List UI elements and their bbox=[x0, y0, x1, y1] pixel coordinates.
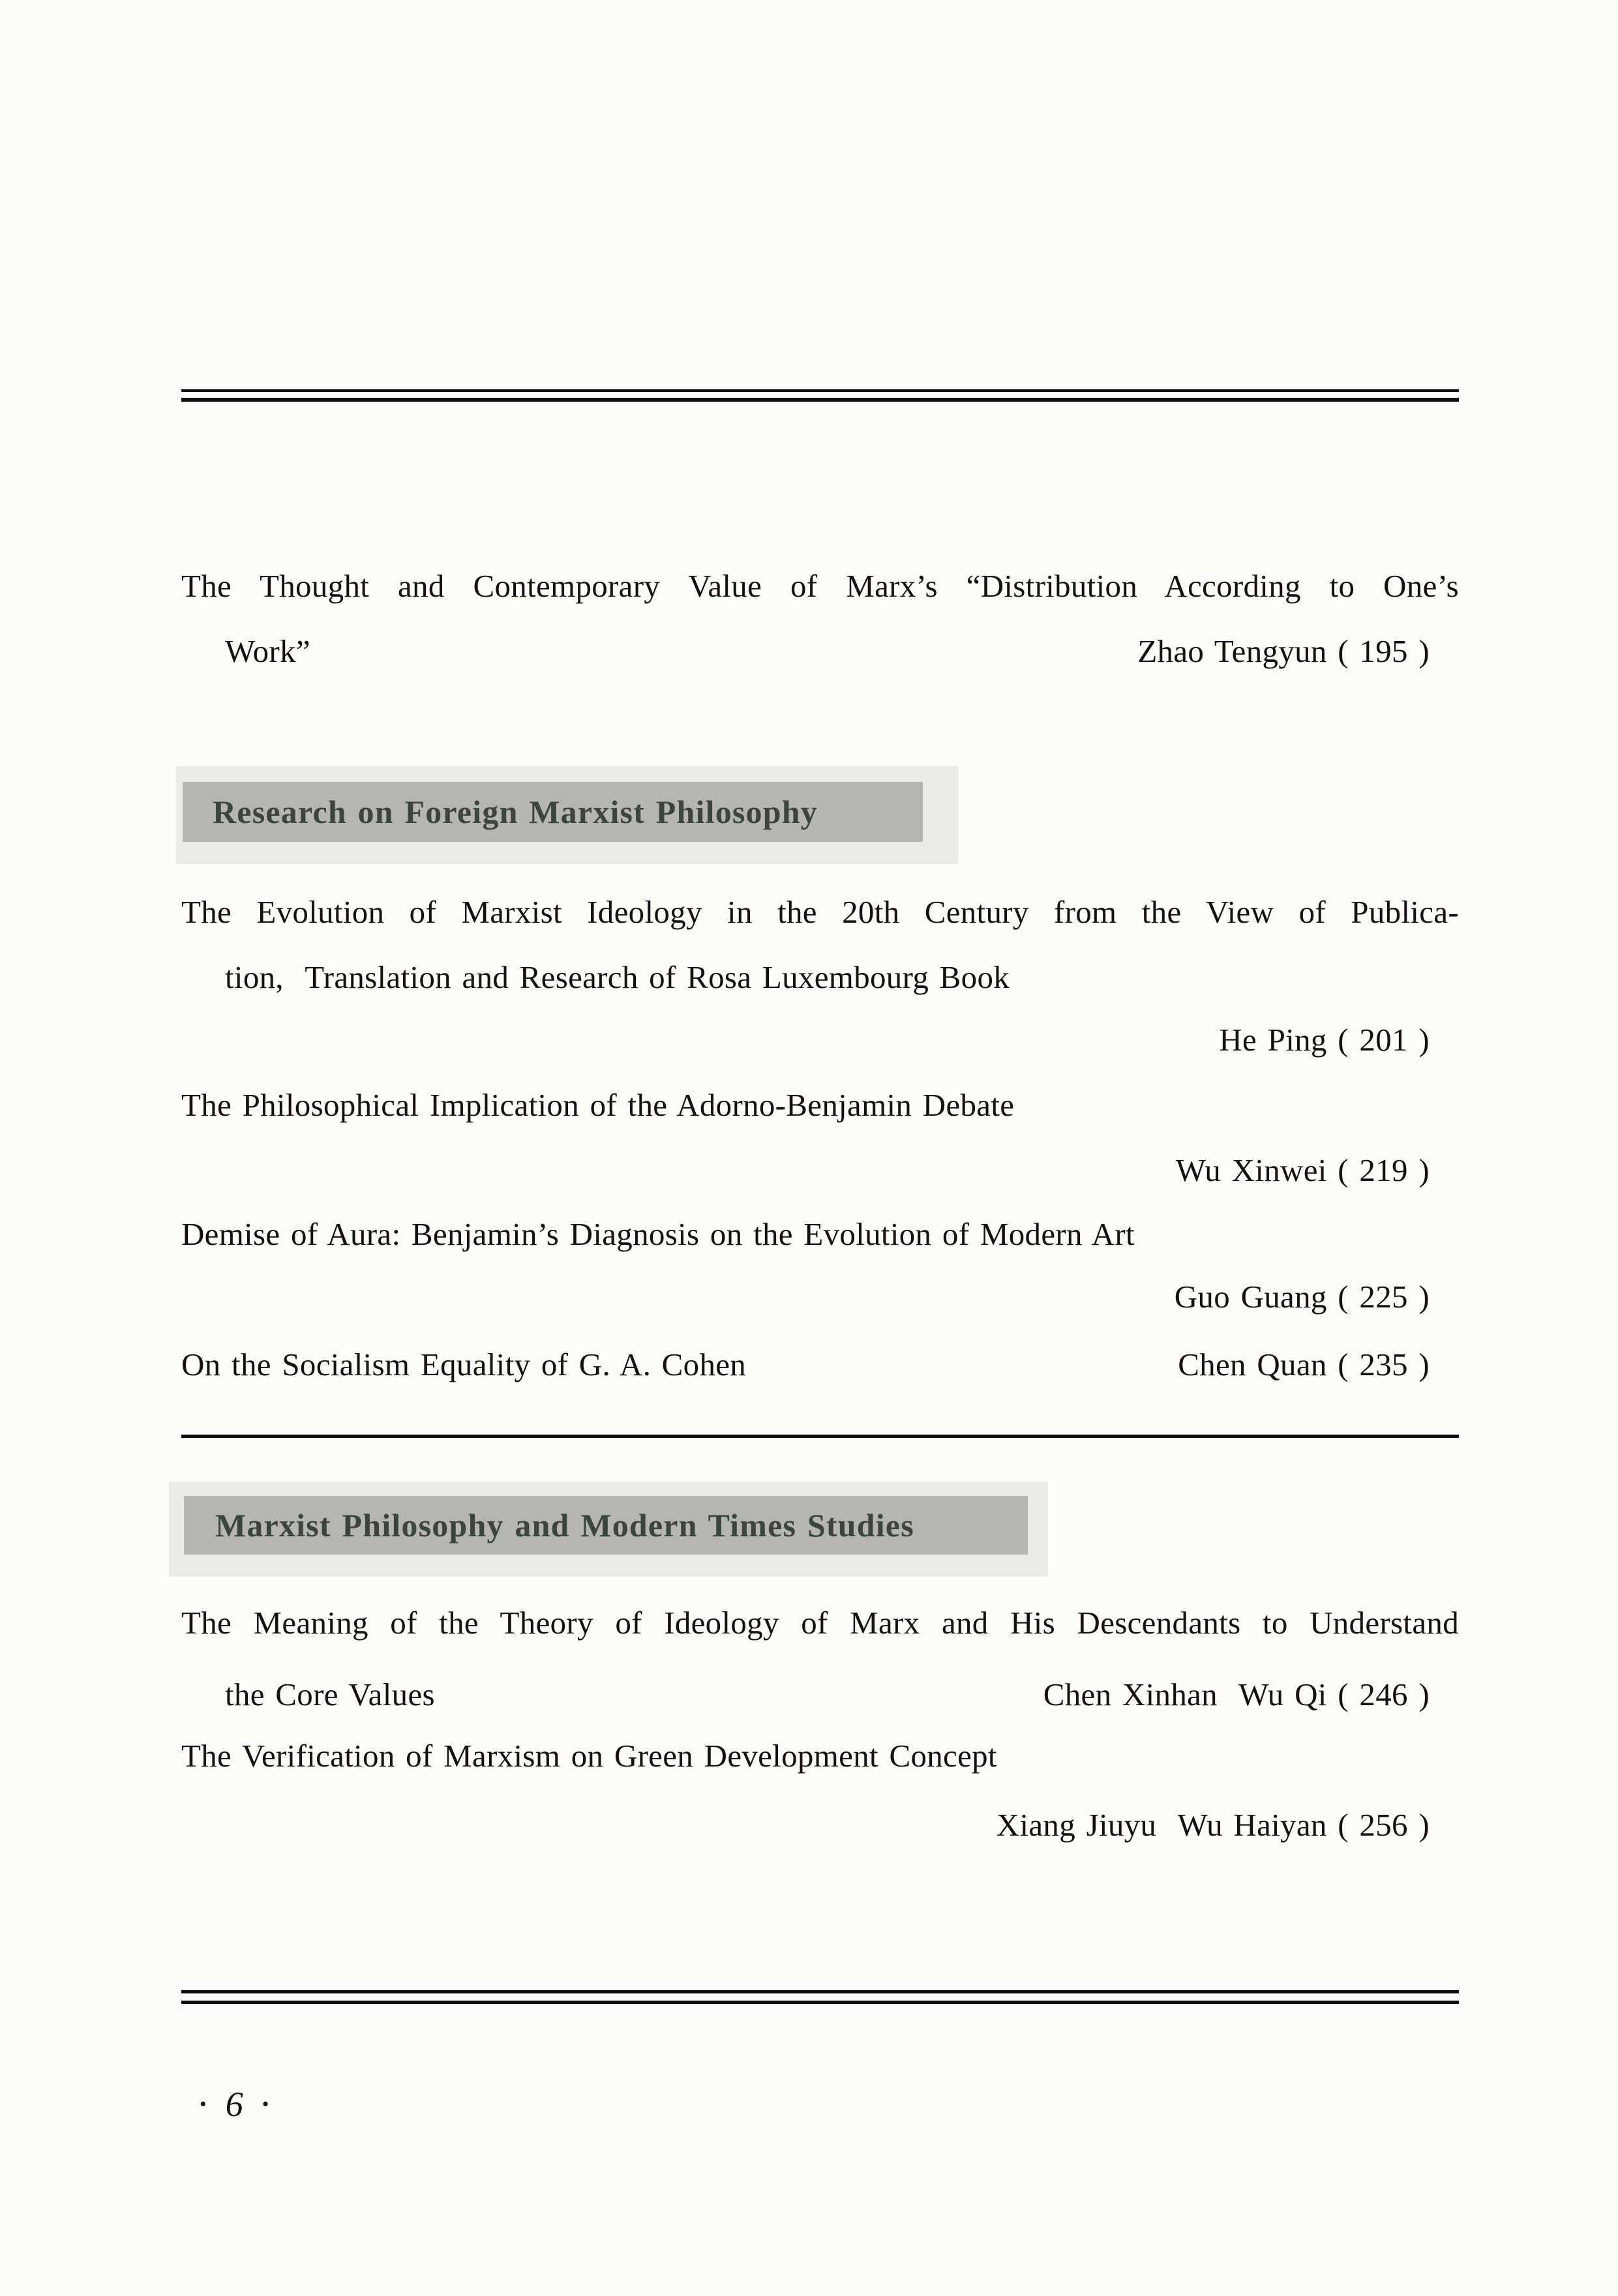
toc-entry-title-line: The Philosophical Implication of the Adorno-Benjamin Debate bbox=[181, 1087, 1015, 1123]
author-page-ref: Wu Xinwei ( 219 ) bbox=[1175, 1152, 1430, 1188]
middle-rule bbox=[181, 1435, 1459, 1438]
section-header-box bbox=[183, 782, 923, 842]
toc-entry-title-line: The Verification of Marxism on Green Development Concept bbox=[181, 1738, 997, 1774]
section-header-box bbox=[184, 1496, 1028, 1555]
toc-entry-continuation: tion, Translation and Research of Rosa Luxembourg Book bbox=[225, 959, 1010, 995]
toc-entry-row bbox=[181, 1677, 1459, 1713]
toc-entry-title-line: Demise of Aura: Benjamin’s Diagnosis on the Evolution of Modern Art bbox=[181, 1216, 1135, 1252]
bottom-rule-upper bbox=[181, 1990, 1459, 1993]
page-number-value: 6 bbox=[225, 2085, 243, 2124]
toc-entry-title-line: The Evolution of Marxist Ideology in the 20th Century from the View of Publica- bbox=[181, 894, 1459, 930]
section-header-title: Marxist Philosophy and Modern Times Studies bbox=[215, 1507, 914, 1543]
toc-entry-row bbox=[181, 634, 1459, 670]
bottom-rule-lower bbox=[181, 2001, 1459, 2004]
toc-entry-title-line: On the Socialism Equality of G. A. Cohen bbox=[181, 1347, 747, 1382]
author-page-ref: Guo Guang ( 225 ) bbox=[1174, 1279, 1430, 1315]
toc-entry-continuation: Work” bbox=[225, 633, 310, 669]
author-page-ref: Zhao Tengyun ( 195 ) bbox=[1137, 633, 1430, 669]
page-number bbox=[198, 2087, 270, 2122]
author-page-ref: He Ping ( 201 ) bbox=[1219, 1022, 1430, 1058]
top-rule-upper bbox=[181, 389, 1459, 392]
toc-entry-title-line: The Meaning of the Theory of Ideology of Marx and His Descendants to Understand bbox=[181, 1605, 1459, 1641]
page-content bbox=[181, 0, 1459, 2296]
page-number-dot-right: · bbox=[260, 2088, 271, 2120]
author-page-ref: Xiang Jiuyu Wu Haiyan ( 256 ) bbox=[996, 1807, 1430, 1843]
author-page-ref: Chen Xinhan Wu Qi ( 246 ) bbox=[1043, 1677, 1430, 1712]
section-header-title: Research on Foreign Marxist Philosophy bbox=[213, 794, 818, 830]
toc-entry-continuation: the Core Values bbox=[225, 1677, 435, 1712]
page-number-dot-left: · bbox=[198, 2088, 208, 2120]
top-rule-lower bbox=[181, 398, 1459, 402]
toc-entry-title-line: The Thought and Contemporary Value of Marx’s “Distribution According to One’s bbox=[181, 568, 1459, 604]
toc-entry-row bbox=[181, 1347, 1459, 1383]
author-page-ref: Chen Quan ( 235 ) bbox=[1178, 1347, 1430, 1382]
